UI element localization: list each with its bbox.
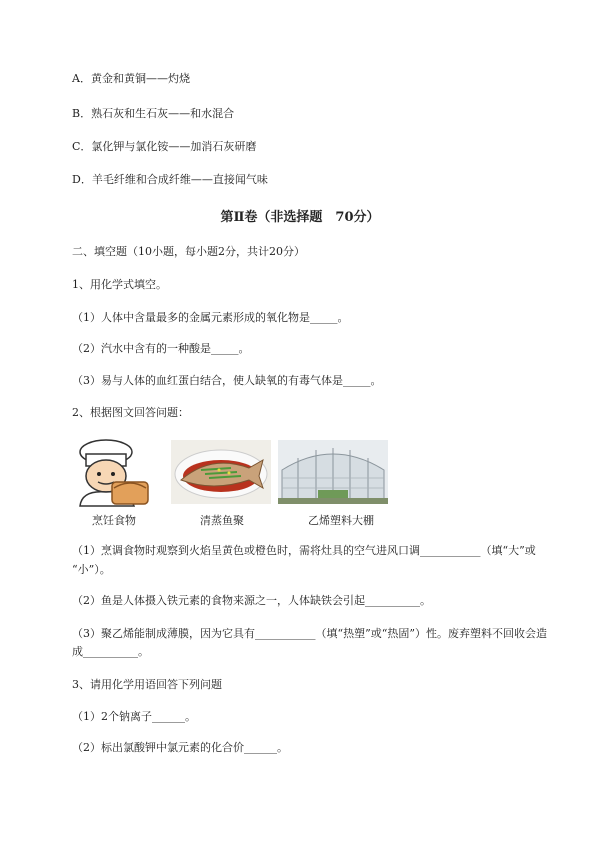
greenhouse-image: [278, 440, 388, 504]
q1-title: 1、用化学式填空。: [72, 278, 167, 291]
q2-sub1-line1: （1）烹调食物时观察到火焰呈黄色或橙色时，需将灶具的空气进风口调___________（填“大”或: [72, 544, 536, 557]
caption-fish: 清蒸鱼聚: [200, 514, 244, 527]
q1-sub2: （2）汽水中含有的一种酸是_____。: [72, 342, 250, 355]
q2-sub2: （2）鱼是人体摄入铁元素的食物来源之一，人体缺铁会引起__________。: [72, 594, 431, 607]
option-c: C．氯化钾与氯化铵——加消石灰研磨: [72, 140, 257, 153]
caption-cooking: 烹饪食物: [92, 514, 136, 527]
q3-title: 3、请用化学用语回答下列问题: [72, 678, 222, 691]
q2-title: 2、根据图文回答问题：: [72, 406, 189, 419]
section-title: 第Ⅱ卷（非选择题 70分）: [220, 210, 380, 225]
option-b: B．熟石灰和生石灰——和水混合: [72, 107, 235, 120]
q2-sub1-line2: “小”）。: [72, 563, 111, 576]
q2-sub3-line1: （3）聚乙烯能制成薄膜，因为它具有___________（填“热塑”或“热固”）性。废弃塑料不回收会造: [72, 627, 547, 640]
q3-sub2: （2）标出氯酸钾中氯元素的化合价______。: [72, 741, 288, 754]
chef-image: [68, 438, 163, 510]
q1-sub3: （3）易与人体的血红蛋白结合，使人缺氧的有毒气体是_____。: [72, 374, 382, 387]
steamed-fish-image: [171, 440, 271, 504]
option-a: A．黄金和黄铜——灼烧: [72, 72, 190, 85]
q3-sub1: （1）2个钠离子______。: [72, 710, 196, 723]
part-heading: 二、填空题（10小题，每小题2分，共计20分）: [72, 245, 305, 258]
q1-sub1: （1）人体中含量最多的金属元素形成的氧化物是_____。: [72, 311, 349, 324]
q2-sub3-line2: 成__________。: [72, 645, 149, 658]
option-d: D．羊毛纤维和合成纤维——直接闻气味: [72, 173, 268, 186]
caption-greenhouse: 乙烯塑料大棚: [308, 514, 374, 527]
